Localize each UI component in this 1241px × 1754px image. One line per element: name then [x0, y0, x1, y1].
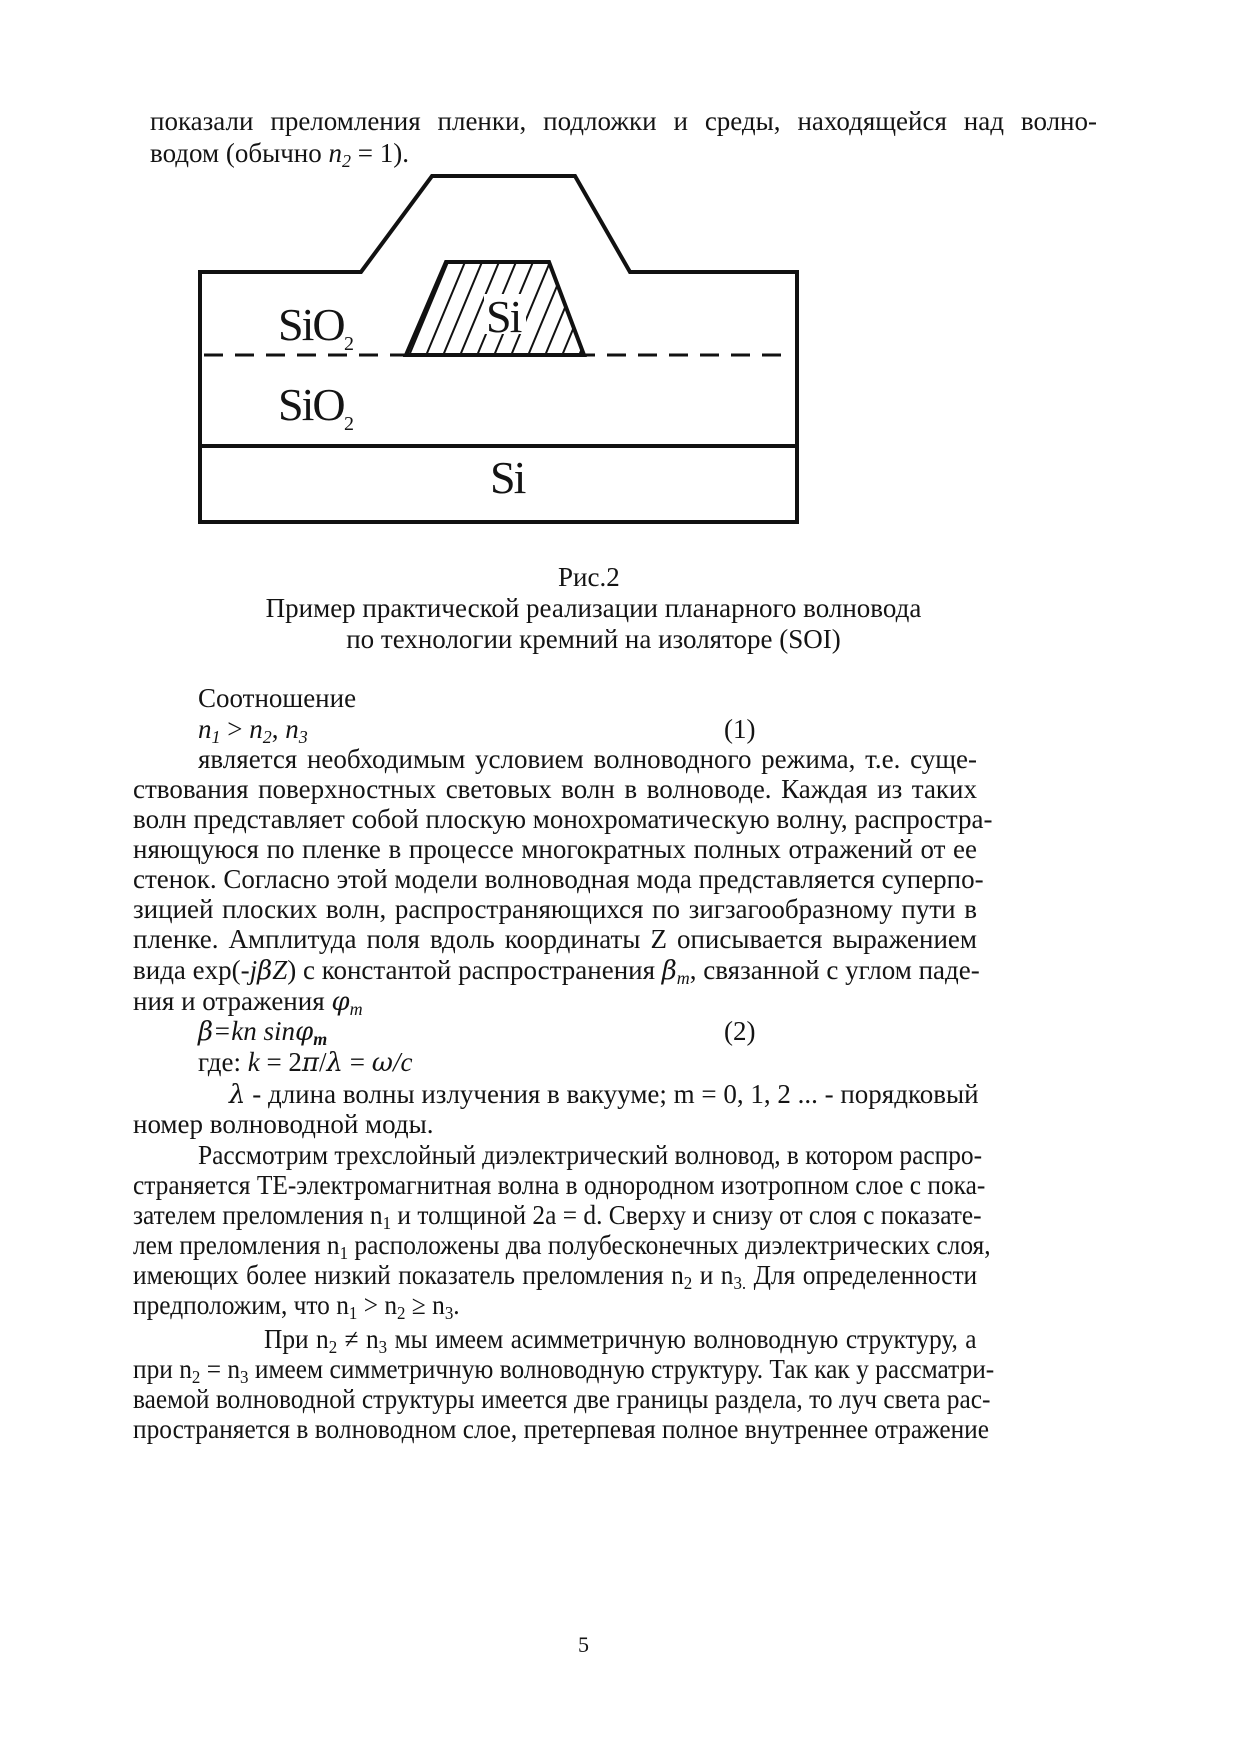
equation-1: $n_1 > n_2$, $n_3$	[198, 714, 308, 747]
intro-line-2: водом (обычно $n_2 = 1$).	[150, 138, 409, 171]
para2-line-3: зателем преломления $n_1$ и толщиной 2a = d. Сверху и снизу от слоя с показате-	[133, 1200, 982, 1233]
label-sio2-top-sub: 2	[344, 333, 354, 355]
equation-2-number: (2)	[724, 1016, 756, 1046]
label-sio2-top: SiO	[278, 299, 344, 350]
label-si-core: Si	[486, 291, 521, 342]
ratio-word: Соотношение	[198, 683, 357, 713]
figure-caption-line-1: Пример практической реализации планарного волновода	[265, 593, 922, 623]
figure-caption-line-2: по технологии кремний на изоляторе (SOI)	[346, 624, 841, 654]
para2-line-4: лем преломления $n_1$ расположены два полубесконечных диэлектрических слоя,	[133, 1230, 991, 1263]
para3-line-2: при $n_2 = n_3$ имеем симметричную волноводную структуру. Так как у рассматри-	[133, 1354, 995, 1387]
label-sio2-middle: SiO	[278, 379, 344, 430]
para2-line-6: предположим, что $n_1 > n_2 \ge n_3$.	[133, 1290, 460, 1323]
para1-line-6: зицией плоских волн, распространяющихся по зигзагообразному пути в	[133, 894, 977, 924]
para3-line-1: При $n_2 \ne n_3$ мы имеем асимметричную волноводную структуру, а	[264, 1324, 977, 1357]
figure-number: Рис.2	[558, 562, 620, 592]
para1-line-7: пленке. Амплитуда поля вдоль координаты Z описывается выражением	[133, 924, 977, 954]
para1-line-4: няющуюся по пленке в процессе многократных полных отражений от ее	[133, 834, 977, 864]
where-line: где: k = 2π/λ = ω/c	[198, 1047, 413, 1078]
para3-line-3: ваемой волноводной структуры имеется две границы раздела, то луч света рас-	[133, 1384, 991, 1414]
para2-line-1: Рассмотрим трехслойный диэлектрический волновод, в котором распро-	[198, 1140, 983, 1170]
soi-waveguide-diagram	[0, 0, 1241, 600]
equation-1-number: (1)	[724, 714, 756, 744]
intro-line-1: показали преломления пленки, подложки и среды, находящейся над волно-	[150, 106, 1097, 136]
para1-line-8: вида exp(-jβZ) с константой распространения $\beta_m$, связанной с углом паде-	[133, 955, 980, 988]
label-si-substrate: Si	[490, 452, 525, 503]
para1-line-5: стенок. Согласно этой модели волноводная мода представляется суперпо-	[133, 864, 984, 894]
lambda-line-2: номер волноводной моды.	[133, 1109, 434, 1139]
para3-line-4: пространяется в волноводном слое, претерпевая полное внутреннее отражение	[133, 1414, 990, 1444]
para1-line-2: ствования поверхностных световых волн в волноводе. Каждая из таких	[133, 774, 977, 804]
page-number: 5	[578, 1632, 589, 1657]
para2-line-2: страняется ТЕ-электромагнитная волна в однородном изотропном слое с пока-	[133, 1170, 986, 1200]
para1-line-9: ния и отражения $\varphi_m$	[133, 986, 363, 1019]
label-sio2-middle-sub: 2	[344, 413, 354, 435]
para1-line-3: волн представляет собой плоскую монохроматическую волну, распростра-	[133, 804, 993, 834]
equation-2: β=kn sinφ$_m$	[198, 1016, 328, 1049]
para2-line-5: имеющих более низкий показатель преломления $n_2$ и $n_{3.}$ Для определенности	[133, 1260, 978, 1293]
para1-line-1: является необходимым условием волноводного режима, т.е. суще-	[198, 744, 977, 774]
lambda-line-1: λ - длина волны излучения в вакууме; m = 0, 1, 2 ... - порядковый	[229, 1079, 979, 1110]
